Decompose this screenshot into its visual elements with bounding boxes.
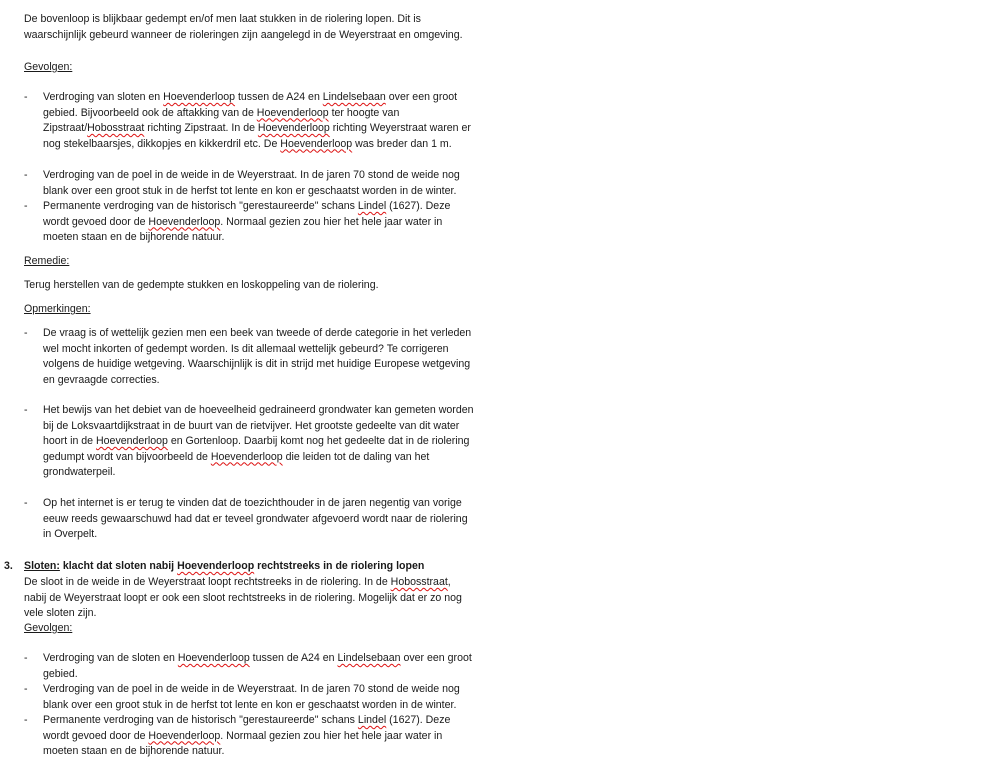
list-item bbox=[24, 168, 474, 199]
remedie-heading: Remedie: bbox=[24, 255, 70, 267]
list-item-text: Verdroging van de poel in de weide in de Weyerstraat. In de jaren 70 stond de weide nog blank over een groot stuk in de herfst tot lente en kon er geschaatst worden in de winter. bbox=[43, 683, 460, 711]
list-item-text: Verdroging van de sloten en Hoevenderloop tussen de A24 en Lindelsebaan over een groot gebied. bbox=[43, 652, 472, 680]
bullet-dash: - bbox=[24, 404, 28, 416]
bullet-dash: - bbox=[24, 169, 28, 181]
list-item-text: Op het internet is er terug te vinden dat de toezichthouder in de jaren negentig van vorige eeuw reeds gewaarschuwd had dat er teveel grondwater afgevoerd wordt naar de riolering in Overpelt. bbox=[43, 497, 468, 540]
list-item-text: Permanente verdroging van de historisch "gerestaureerde" schans Lindel (1627). Deze wordt gevoed door de Hoevenderloop. Normaal gezien zou hier het hele jaar water in moeten staan en de bijhorende natuur. bbox=[43, 714, 451, 757]
list-item-text: Permanente verdroging van de historisch "gerestaureerde" schans Lindel (1627). Deze wordt gevoed door de Hoevenderloop. Normaal gezien zou hier het hele jaar water in moeten staan en de bijhorende natuur. bbox=[43, 200, 451, 243]
bullet-dash: - bbox=[24, 652, 28, 664]
bullet-dash: - bbox=[24, 91, 28, 103]
bullet-dash: - bbox=[24, 200, 28, 212]
list-item-text: Het bewijs van het debiet van de hoeveelheid gedraineerd grondwater kan gemeten worden bij de Loksvaartdijkstraat in de buurt van de rietvijver. Het grootste gedeelte van dit water hoort in de Hoevenderloop en Gortenloop. Daarbij komt nog het gedeelte dat in de riolering gedumpt wordt van bijvoorbeeld de Hoevenderloop die leiden tot de daling van het grondwaterpeil. bbox=[43, 404, 474, 478]
bullet-dash: - bbox=[24, 683, 28, 695]
list-item bbox=[24, 326, 474, 388]
opmerkingen-heading: Opmerkingen: bbox=[24, 303, 91, 315]
section-3-gevolgen-heading: Gevolgen: bbox=[24, 622, 73, 634]
list-item bbox=[24, 403, 474, 481]
gevolgen-heading: Gevolgen: bbox=[24, 61, 73, 73]
bullet-dash: - bbox=[24, 714, 28, 726]
bullet-dash: - bbox=[24, 327, 28, 339]
intro-paragraph: De bovenloop is blijkbaar gedempt en/of men laat stukken in de riolering lopen. Dit is waarschijnlijk gebeurd wanneer de rioleringen zijn aangelegd in de Weyerstraat en omgeving. bbox=[24, 13, 463, 41]
section-3-paragraph: De sloot in de weide in de Weyerstraat loopt rechtstreeks in de riolering. In de Hobosstraat, nabij de Weyerstraat loopt er ook een sloot rechtstreeks in de riolering. Mogelijk dat er zo nog vele sloten zijn. bbox=[24, 576, 462, 619]
remedie-text: Terug herstellen van de gedempte stukken en loskoppeling van de riolering. bbox=[24, 279, 379, 291]
bullet-dash: - bbox=[24, 497, 28, 509]
list-item bbox=[24, 90, 474, 152]
section-number: 3. bbox=[4, 560, 13, 572]
list-item-text: Verdroging van sloten en Hoevenderloop tussen de A24 en Lindelsebaan over een groot gebied. Bijvoorbeeld ook de aftakking van de Hoevenderloop ter hoogte van Zipstraat/Hobosstraat richting Zipstraat. In de Hoevenderloop richting Weyerstraat waren er nog stekelbaarsjes, dikkopjes en kikkerdril etc. De Hoevenderloop was breder dan 1 m. bbox=[43, 91, 471, 150]
list-item bbox=[24, 496, 474, 543]
section-3-heading bbox=[4, 559, 474, 575]
list-item-text: Verdroging van de poel in de weide in de Weyerstraat. In de jaren 70 stond de weide nog blank over een groot stuk in de herfst tot lente en kon er geschaatst worden in de winter. bbox=[43, 169, 460, 197]
list-item bbox=[24, 199, 474, 246]
section-title: klacht dat sloten nabij Hoevenderloop rechtstreeks in de riolering lopen bbox=[59, 560, 425, 572]
section-label: Sloten: bbox=[24, 560, 60, 572]
list-item bbox=[24, 682, 474, 713]
list-item bbox=[24, 713, 474, 760]
list-item-text: De vraag is of wettelijk gezien men een beek van tweede of derde categorie in het verleden wel mocht inkorten of gedempt worden. Is dit allemaal wettelijk gebeurd? Te corrigeren volgens de huidige wetgeving. Waarschijnlijk is dit in strijd met huidige Europese wetgeving en gevraagde correcties. bbox=[43, 327, 472, 386]
list-item bbox=[24, 651, 474, 682]
